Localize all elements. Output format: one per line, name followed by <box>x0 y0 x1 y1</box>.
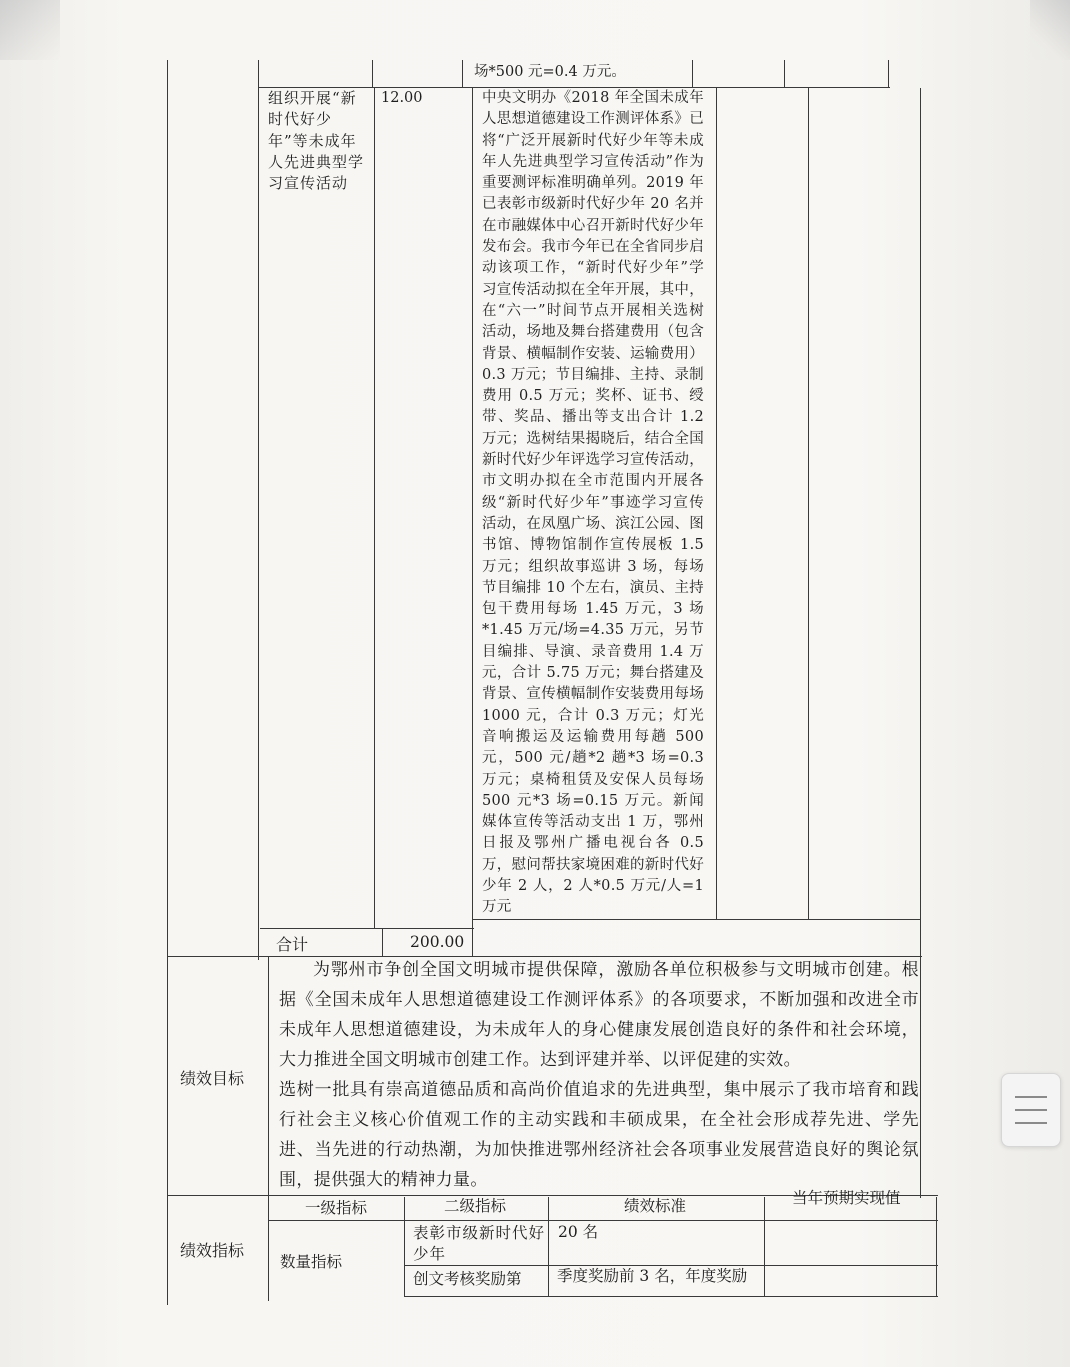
prev-row-desc: 场*500 元=0.4 万元。 <box>474 64 626 80</box>
table-line <box>258 60 259 960</box>
menu-button[interactable] <box>1001 1073 1061 1147</box>
indicators-label: 绩效指标 <box>180 1241 245 1260</box>
indicator-row1-level2: 表彰市级新时代好少年 <box>413 1224 546 1263</box>
level1-quantity: 数量指标 <box>280 1253 343 1271</box>
table-line <box>716 88 717 920</box>
indicator-row2-standard: 季度奖励前 3 名，年度奖励 <box>557 1267 748 1285</box>
page-shadow <box>1030 0 1070 60</box>
table-line <box>260 928 474 929</box>
project-name: 组织开展“新时代好少年”等未成年人先进典型学习宣传活动 <box>268 89 365 193</box>
table-line <box>374 88 375 928</box>
goal-paragraph-2: 选树一批具有崇高道德品质和高尚价值追求的先进典型，集中展示了我市培育和践行社会主义核心价值观工作的主动实践和丰硕成果，在全社会形成荐先进、学先进、当先进的行动热潮，为加快推进鄂州经济社会各项事业发展营造良好的舆论氛围，提供强大的精神力量。 <box>279 1080 919 1190</box>
indicator-row2-level2: 创文考核奖励第 <box>413 1270 522 1288</box>
table-line <box>936 1197 937 1297</box>
table-line <box>268 1220 938 1221</box>
table-line <box>888 60 889 88</box>
total-label: 合计 <box>276 935 309 954</box>
total-amount: 200.00 <box>410 933 465 951</box>
table-line <box>404 1197 405 1297</box>
table-line <box>472 919 921 920</box>
table-line <box>784 60 785 88</box>
goal-label: 绩效目标 <box>180 1069 245 1088</box>
table-line <box>692 60 693 88</box>
header-level2: 二级指标 <box>444 1197 507 1215</box>
table-border-left <box>167 60 168 1305</box>
goal-paragraph-1: 为鄂州市争创全国文明城市提供保障，激励各单位积极参与文明城市创建。根据《全国未成年人思想道德建设工作测评体系》的各项要求，不断加强和改进全市未成年人思想道德建设，为未成年人的身心健康发展创造良好的条件和社会环境，大力推进全国文明城市创建工作。达到评建并举、以评促建的实效。 <box>279 960 919 1070</box>
table-line <box>268 956 269 1301</box>
project-description: 中央文明办《2018 年全国未成年人思想道德建设工作测评体系》已将“广泛开展新时代好少年等未成年人先进典型学习宣传活动”作为重要测评标准明确单列。2019 年已表彰市级新时代好少年 20 名并在市融媒体中心召开新时代好少年发布会。我市今年已在全省同步启动该项工作，“新时代好少年”学习宣传活动拟在全年开展，其中，在“六一”时间节点开展相关选树活动，场地及舞台搭建费用（包含背景、横幅制作安装、运输费用）0.3 万元；节目编排、主持、录制费用 0.5 万元；奖杯、证书、绶带、奖品、播出等支出合计 1.2 万元；选树结果揭晓后，结合全国新时代好少年评选学习宣传活动，市文明办拟在全市范围内开展各级“新时代好少年”事迹学习宣传活动，在凤凰广场、滨江公园、图书馆、博物馆制作宣传展板 1.5 万元；组织故事巡讲 3 场，每场节目编排 10 个左右，演员、主持包干费用每场 1.45 万元，3 场*1.45 万元/场=4.35 万元，另节目编排、导演、录音费用 1.4 万元，合计 5.75 万元；舞台搭建及背景、宣传横幅制作安装费用每场 1000 元，合计 0.3 万元；灯光音响搬运及运输费用每趟 500 元，500 元/趟*2 趟*3 场=0.3 万元；桌椅租赁及安保人员每场 500 元*3 场=0.15 万元。新闻媒体宣传等活动支出 1 万，鄂州日报及鄂州广播电视台各 0.5 万，慰问帮扶家境困难的新时代好少年 2 人，2 人*0.5 万元/人=1 万元 <box>482 90 704 916</box>
table-border-right <box>920 88 921 1198</box>
indicator-row1-standard: 20 名 <box>558 1223 599 1241</box>
header-expected: 当年预期实现值 <box>792 1189 901 1207</box>
page-shadow <box>0 0 60 60</box>
header-level1: 一级指标 <box>305 1199 368 1217</box>
table-line <box>382 928 383 956</box>
table-line <box>372 60 373 88</box>
table-line <box>808 88 809 920</box>
table-line <box>764 1197 765 1297</box>
project-amount: 12.00 <box>381 90 423 106</box>
table-line <box>462 60 463 88</box>
table-line <box>472 88 473 956</box>
table-line <box>404 1296 938 1297</box>
table-line <box>548 1197 549 1297</box>
header-standard: 绩效标准 <box>624 1197 687 1215</box>
